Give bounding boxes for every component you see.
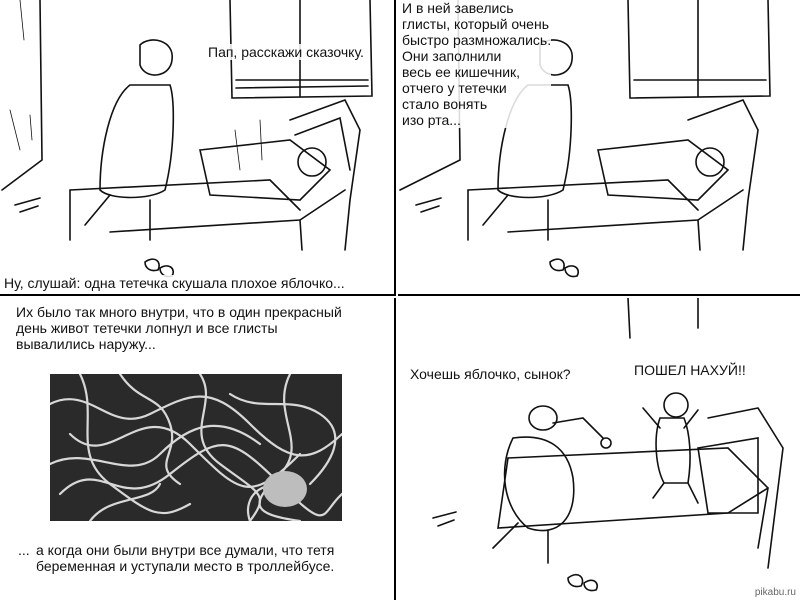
child-shout: ПОШЕЛ НАХУЙ!! bbox=[634, 362, 746, 378]
comic-panel-2 bbox=[398, 0, 800, 296]
watermark: pikabu.ru bbox=[754, 587, 796, 598]
comic-panel-1 bbox=[0, 0, 396, 296]
narration-bottom: а когда они были внутри все думали, что тетя беременная и уступали место в троллейбусе. bbox=[36, 542, 335, 574]
father-speech: Хочешь яблочко, сынок? bbox=[410, 366, 571, 382]
narration-caption: Ну, слушай: одна тетечка скушала плохое яблочко... bbox=[4, 275, 345, 291]
ellipsis-prefix: ... bbox=[18, 542, 30, 558]
comic-panel-4 bbox=[398, 298, 800, 600]
bedroom-scene-4 bbox=[398, 298, 800, 600]
narration-top: Их было так много внутри, что в один прекрасный день живот тетечки лопнул и все глисты вывалились наружу... bbox=[16, 304, 342, 352]
worms-photo bbox=[50, 374, 342, 521]
worms-illustration bbox=[50, 374, 342, 521]
narration-worms: И в ней завелись глисты, который очень быстро размножались. Они заполнили весь ее кишечник, отчего у тетечки стало вонять изо рта... bbox=[402, 0, 552, 128]
comic-panel-3 bbox=[0, 298, 396, 600]
child-speech: Пап, расскажи сказочку. bbox=[208, 44, 364, 60]
